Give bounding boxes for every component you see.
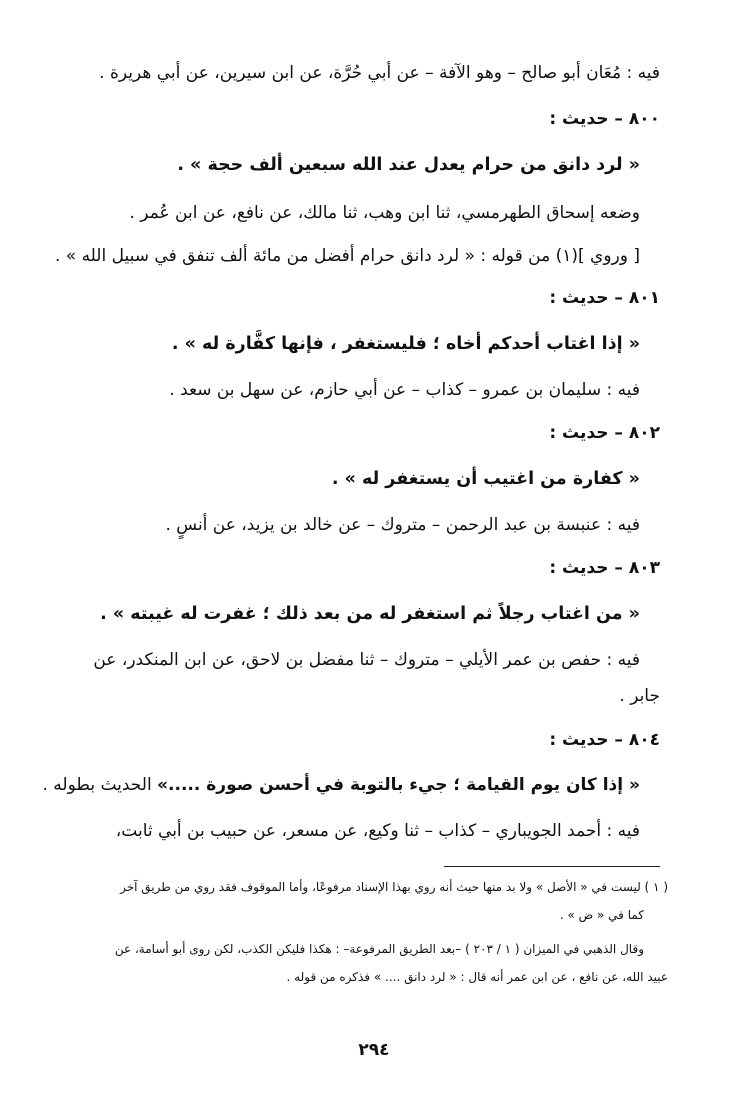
hadith-text-800: « لرد دانق من حرام يعدل عند الله سبعين ألف حجة » . — [177, 155, 640, 175]
narrator-line: فيه : عنبسة بن عبد الرحمن – متروك – عن خالد بن يزيد، عن أنسٍ . — [165, 515, 640, 535]
narrator-line: وضعه إسحاق الطهرمسي، ثنا ابن وهب، ثنا مالك، عن نافع، عن ابن عُمر . — [129, 203, 640, 223]
footnote-line: ( ١ ) ليست في « الأصل » ولا بد منها حيث أنه روي بهذا الإسناد مرفوعًا، وأما الموقوف فقد روي من طريق آخر — [120, 880, 668, 894]
page-number: ٢٩٤ — [358, 1040, 390, 1060]
footnote-line: كما في « ض » . — [559, 908, 644, 922]
hadith-heading-801: ٨٠١ – حديث : — [549, 288, 660, 308]
footnote-line: عبيد الله، عن نافع ، عن ابن عمر أنه قال : « لرد دانق .... » فذكره من قوله . — [286, 970, 668, 984]
hadith-text-804 — [42, 771, 640, 799]
hadith-text-801: « إذا اغتاب أحدكم أخاه ؛ فليستغفر ، فإنها كفَّارة له » . — [171, 334, 640, 354]
hadith-text-802: « كفارة من اغتيب أن يستغفر له » . — [331, 469, 640, 489]
footnote-line: وقال الذهبي في الميزان ( ١ / ٢٠٣ ) –بعد الطريق المرفوعة– : هكذا فليكن الكذب، لكن روى أبو أسامة، عن — [114, 942, 644, 956]
hadith-quote: « إذا كان يوم القيامة ؛ جيء بالتوبة في أحسن صورة .....» — [157, 775, 640, 795]
hadith-text-803: « من اغتاب رجلاً ثم استغفر له من بعد ذلك ؛ غفرت له غيبته » . — [100, 604, 640, 624]
narrator-line: فيه : أحمد الجويباري – كذاب – ثنا وكيع، عن مسعر، عن حبيب بن أبي ثابت، — [115, 821, 640, 841]
hadith-tail: الحديث بطوله . — [42, 775, 158, 795]
narrator-line-continued: جابر . — [619, 686, 660, 706]
narrator-line: فيه : سليمان بن عمرو – كذاب – عن أبي حازم، عن سهل بن سعد . — [169, 380, 640, 400]
narrator-line: [ وروي ](١) من قوله : « لرد دانق حرام أفضل من مائة ألف تنفق في سبيل الله » . — [54, 246, 640, 266]
hadith-heading-804: ٨٠٤ – حديث : — [549, 730, 660, 750]
hadith-heading-802: ٨٠٢ – حديث : — [549, 423, 660, 443]
hadith-heading-803: ٨٠٣ – حديث : — [549, 558, 660, 578]
narrator-line: فيه : حفص بن عمر الأيلي – متروك – ثنا مفضل بن لاحق، عن ابن المنكدر، عن — [93, 650, 640, 670]
hadith-heading-800: ٨٠٠ – حديث : — [549, 109, 660, 129]
footnote-separator — [444, 866, 660, 867]
narrator-line: فيه : مُعَان أبو صالح – وهو الآفة – عن أبي حُرَّة، عن ابن سيرين، عن أبي هريرة . — [99, 63, 660, 83]
